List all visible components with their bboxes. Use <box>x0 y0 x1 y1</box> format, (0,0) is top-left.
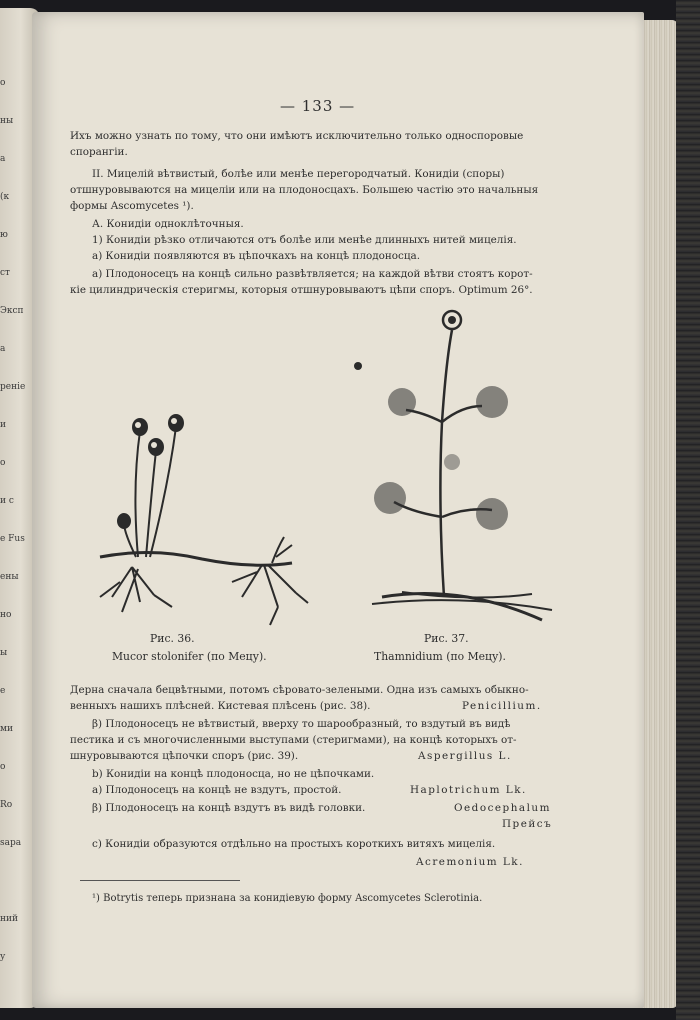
figure-36-illustration <box>92 397 352 627</box>
genus-name: Acremonium Lk. <box>416 856 524 868</box>
left-page-text-fragment: Эксп <box>0 306 24 316</box>
genus-name: Penicillium. <box>462 700 542 712</box>
text-line: а) Плодоносецъ на концѣ сильно развѣтвляется; на каждой вѣтви стоятъ корот- <box>92 268 533 280</box>
left-page-text-fragment: у <box>0 952 6 962</box>
left-page-text-fragment: и с <box>0 496 14 506</box>
left-page-text-fragment: ми <box>0 724 13 734</box>
book-page <box>32 12 644 1008</box>
text-line: II. Мицелій вѣтвистый, болѣе или менѣе перегородчатый. Конидіи (споры) <box>92 168 505 180</box>
text-line: венныхъ нашихъ плѣсней. Кистевая плѣсень (рис. 38). <box>70 700 371 712</box>
genus-author: Прейсъ <box>502 818 553 830</box>
text-line: β) Плодоносецъ не вѣтвистый, вверху то шарообразный, то вздутый въ видѣ <box>92 718 511 730</box>
text-line: спорангіи. <box>70 146 128 158</box>
text-line: Дерна сначала бецвѣтными, потомъ сѣровато-зелеными. Одна изъ самыхъ обыкно- <box>70 684 529 696</box>
text-line: пестика и съ многочисленными выступами (стеригмами), на концѣ которыхъ от- <box>70 734 517 746</box>
figure-37-number: Рис. 37. <box>424 632 469 645</box>
text-line: А. Конидіи одноклѣточныя. <box>92 218 244 230</box>
text-line: отшнуровываются на мицеліи или на плодоносцахъ. Большею частію это начальныя <box>70 184 539 196</box>
figure-36-number: Рис. 36. <box>150 632 195 645</box>
figure-37-illustration <box>342 302 582 632</box>
text-line: 1) Конидіи рѣзко отличаются отъ болѣе или менѣе длинныхъ нитей мицелія. <box>92 234 517 246</box>
text-line: формы Ascomycetes ¹). <box>70 200 194 212</box>
genus-name: Haplotrichum Lk. <box>410 784 527 796</box>
book-cover <box>676 0 700 1020</box>
page-edges <box>640 20 678 1008</box>
left-page-text-fragment: (к <box>0 192 10 202</box>
left-page-text-fragment: ю <box>0 230 8 240</box>
left-page-text-fragment: а <box>0 344 6 354</box>
left-page-text-fragment: и <box>0 420 6 430</box>
left-page-text-fragment: е <box>0 686 6 696</box>
left-page-text-fragment: о <box>0 762 6 772</box>
left-page-text-fragment: о <box>0 458 6 468</box>
footnote: ¹) Botrytis теперь признана за конидіевую форму Ascomycetes Sclerotinia. <box>92 893 483 904</box>
text-line: с) Конидіи образуются отдѣльно на простыхъ короткихъ витяхъ мицелія. <box>92 838 496 850</box>
left-page-text-fragment: sapa <box>0 838 22 848</box>
left-page-text-fragment: но <box>0 610 12 620</box>
text-line: кіе цилиндрическія стеригмы, которыя отшнуровываютъ цѣпи споръ. Optimum 26°. <box>70 284 533 296</box>
left-page-text-fragment: ний <box>0 914 18 924</box>
figure-37-caption: Thamnidium (по Мецу). <box>374 650 506 663</box>
text-line: а) Конидіи появляются въ цѣпочкахъ на концѣ плодоносца. <box>92 250 421 262</box>
left-page-text-fragment: ст <box>0 268 11 278</box>
left-page-text-fragment: e Fus <box>0 534 25 544</box>
left-page-text-fragment: о <box>0 78 6 88</box>
figure-36-caption: Mucor stolonifer (по Мецу). <box>112 650 267 663</box>
text-line: шнуровываются цѣпочки споръ (рис. 39). <box>70 750 299 762</box>
genus-name: Aspergillus L. <box>418 750 512 762</box>
footnote-rule <box>80 880 240 881</box>
left-page-text-fragment: Ro <box>0 800 13 810</box>
left-page-text-fragment: ы <box>0 648 8 658</box>
text-line: b) Конидіи на концѣ плодоносца, но не цѣпочками. <box>92 768 375 780</box>
text-line: β) Плодоносецъ на концѣ вздутъ въ видѣ головки. <box>92 802 366 814</box>
genus-name: Oedocephalum <box>454 802 551 814</box>
page-number: — 133 — <box>280 97 356 115</box>
left-page-text-fragment: ны <box>0 116 14 126</box>
text-line: а) Плодоносецъ на концѣ не вздутъ, простой. <box>92 784 342 796</box>
left-page-text-fragment: ены <box>0 572 19 582</box>
text-line: Ихъ можно узнать по тому, что они имѣютъ исключительно только односпоровые <box>70 130 524 142</box>
left-page-text-fragment: реніе <box>0 382 26 392</box>
left-page-text-fragment: а <box>0 154 6 164</box>
